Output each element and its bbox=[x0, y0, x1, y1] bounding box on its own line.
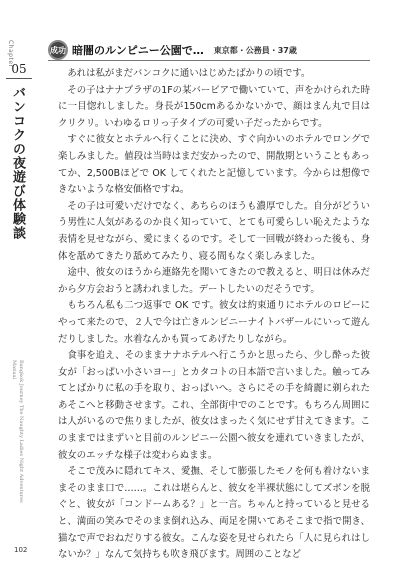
story-body bbox=[58, 66, 370, 564]
story-header bbox=[48, 40, 370, 61]
paragraph: その子は可愛いだけでなく、あちらのほうも濃厚でした。自分がどういう男性に人気があるのか良く知っていて、とても可愛らしい恥えたような表情を見せながら、愛にまくるのです。そして一回戦が終わった後も、身体を舐めてきたり舐めてみたり、寝る間もなく楽しみました。 bbox=[58, 200, 370, 262]
paragraph: すぐに彼女とホテルへ行くことに決め、すぐ向かいのホテルでロングで楽しみました。値段は当時はまだ安かったので、開散期ということもあってか、2,500Bほどで OK してくれたと記憶しています。今からは想像できないような格安価格ですね。 bbox=[58, 134, 370, 196]
book-title: Bangkok Journey The Naughty Ladies Night Adventures Manual bbox=[11, 360, 24, 503]
paragraph: あれは私がまだバンコクに通いはじめたばかりの頃です。 bbox=[67, 68, 311, 79]
paragraph: 途中、彼女のほうから連絡先を聞いてきたので教えると、明日は休みだから夕方会おうと誘われました。デートしたいのだそうです。 bbox=[58, 267, 370, 295]
paragraph: もちろん私も二つ返事で OK です。彼女は約束通りにホテルのロビーにやって来たので、２人で今は亡きルンピニーナイトバザールにいって遊んだりしました。水着なんかも買ってあげたりしながら。 bbox=[58, 300, 370, 345]
chapter-label: Chapter bbox=[7, 40, 14, 68]
paragraph: 食事を追え、そのままナナホテルへ行こうかと思ったら、少し酔った彼女が「おっぱい小さいヨー」とカタコトの日本語で言いました。触ってみてとばかりに私の手を取り、おっぱいへ。さらにその手を綺麗に剃られたあそこへと移動させます。これ、全部街中でのことです。もちろん周囲には人がいるので焦りましたが、彼女はまったく気にせず甘えてきます。このままではまずいと目前のルンピニー公園へ彼女を連れていきましたが、彼女のエッチな様子は変わらぬまま。 bbox=[58, 350, 370, 461]
chapter-sidebar bbox=[0, 0, 40, 567]
success-badge: 成功 bbox=[48, 40, 68, 60]
paragraph: その子はナナプラザの1Fの某バービアで働いていて、声をかけられた時に一目惚れしました。身長が150cmあるかないかで、顔はまん丸で目はクリクリ。いわゆるロリっ子タイプの可愛い子だったからです。 bbox=[58, 84, 370, 129]
page-number: 102 bbox=[14, 546, 28, 554]
story-title: 暗闇のルンピニー公園で… bbox=[72, 44, 204, 57]
chapter-divider bbox=[6, 78, 32, 79]
chapter-number: 05 bbox=[11, 62, 27, 76]
story-author: 東京都・公務員・37歳 bbox=[213, 45, 297, 55]
chapter-title: バンコクの夜遊び体験談 bbox=[10, 86, 25, 240]
paragraph: そこで茂みに隠れてキス、愛撫、そして膨張したモノを何も着けないままそのまま口で……。これは堪らんと、彼女を半裸状態にしてズボンを脱ぐと、彼女が「コンドームある？」と一言。ちゃんと持っていると見せると、満面の笑みでそのまま倒れ込み、両足を開いてあそこまで指で開き、猫なで声でおねだりする彼女。こんな姿を見せられたら「人に見られはしないか？」なんて気持ちも吹き飛びます。周囲のことなど bbox=[58, 466, 370, 561]
